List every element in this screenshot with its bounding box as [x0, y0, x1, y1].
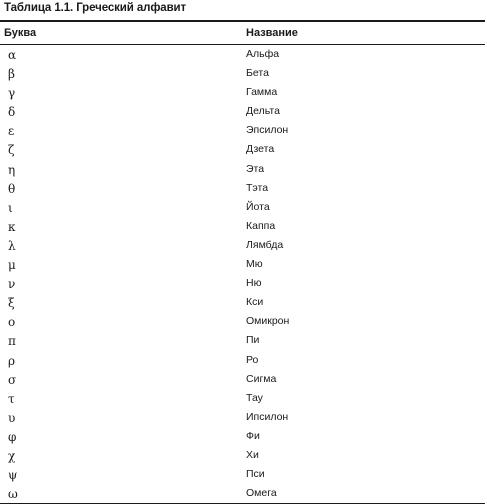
table-row: [0, 160, 485, 179]
table-row: [0, 83, 485, 102]
letter-name: Эпсилон: [246, 124, 289, 137]
greek-letter: ω: [8, 487, 18, 502]
letter-name: Бета: [246, 67, 269, 80]
table-row: [0, 45, 485, 64]
greek-alphabet-table: [0, 20, 485, 504]
table-row: [0, 274, 485, 293]
table-row: [0, 64, 485, 83]
letter-name: Йота: [246, 200, 270, 213]
table-row: [0, 331, 485, 350]
table-row: [0, 293, 485, 312]
table-header-row: [0, 22, 485, 45]
greek-letter: α: [8, 48, 17, 62]
letter-name: Тау: [246, 391, 263, 404]
table-row: [0, 140, 485, 159]
table-row: [0, 408, 485, 427]
letter-name: Альфа: [246, 48, 280, 60]
header-letter: Буква: [4, 27, 37, 39]
greek-letter: σ: [8, 372, 17, 387]
greek-letter: φ: [8, 429, 17, 444]
letter-name: Ро: [246, 353, 259, 366]
header-name: Название: [246, 27, 298, 39]
greek-letter: λ: [8, 238, 16, 253]
letter-name: Омега: [246, 487, 277, 500]
table-row: [0, 255, 485, 274]
table-row: [0, 198, 485, 217]
letter-name: Кси: [246, 296, 264, 309]
greek-letter: ξ: [8, 296, 15, 311]
greek-letter: ο: [8, 315, 16, 330]
letter-name: Мю: [246, 258, 263, 271]
greek-letter: ψ: [8, 468, 18, 483]
table-row: [0, 446, 485, 465]
greek-letter: ι: [8, 200, 13, 215]
greek-letter: τ: [8, 391, 15, 406]
letter-name: Омикрон: [246, 315, 290, 328]
table-body: [0, 45, 485, 503]
table-row: [0, 389, 485, 408]
table-row: [0, 351, 485, 370]
table-row: [0, 121, 485, 140]
greek-letter: δ: [8, 105, 16, 120]
table-row: [0, 179, 485, 198]
table-row: [0, 217, 485, 236]
greek-letter: ρ: [8, 353, 16, 368]
greek-letter: κ: [8, 219, 16, 234]
letter-name: Ню: [246, 277, 262, 290]
letter-name: Каппа: [246, 219, 276, 232]
letter-name: Хи: [246, 448, 259, 461]
greek-letter: θ: [8, 181, 16, 196]
table-row: [0, 102, 485, 121]
greek-letter: η: [8, 162, 16, 177]
greek-letter: ν: [8, 277, 16, 292]
letter-name: Ипсилон: [246, 410, 289, 423]
greek-letter: υ: [8, 410, 16, 425]
greek-letter: β: [8, 67, 15, 82]
greek-letter: ε: [8, 124, 15, 139]
table-row: [0, 312, 485, 331]
letter-name: Фи: [246, 429, 260, 442]
greek-letter: χ: [8, 448, 16, 463]
table-row: [0, 236, 485, 255]
letter-name: Дельта: [246, 105, 280, 118]
letter-name: Дзета: [246, 143, 275, 156]
greek-letter: γ: [8, 86, 16, 101]
letter-name: Лямбда: [246, 238, 284, 251]
table-row: [0, 484, 485, 503]
table-caption: Таблица 1.1. Греческий алфавит: [4, 2, 187, 14]
letter-name: Пси: [246, 468, 265, 481]
letter-name: Сигма: [246, 372, 277, 385]
greek-letter: π: [8, 334, 16, 349]
greek-letter: ζ: [8, 143, 15, 158]
table-row: [0, 370, 485, 389]
table-row: [0, 465, 485, 484]
letter-name: Тэта: [246, 181, 269, 194]
table-row: [0, 427, 485, 446]
letter-name: Пи: [246, 334, 260, 347]
letter-name: Эта: [246, 162, 265, 175]
letter-name: Гамма: [246, 86, 278, 99]
greek-letter: μ: [8, 258, 16, 273]
